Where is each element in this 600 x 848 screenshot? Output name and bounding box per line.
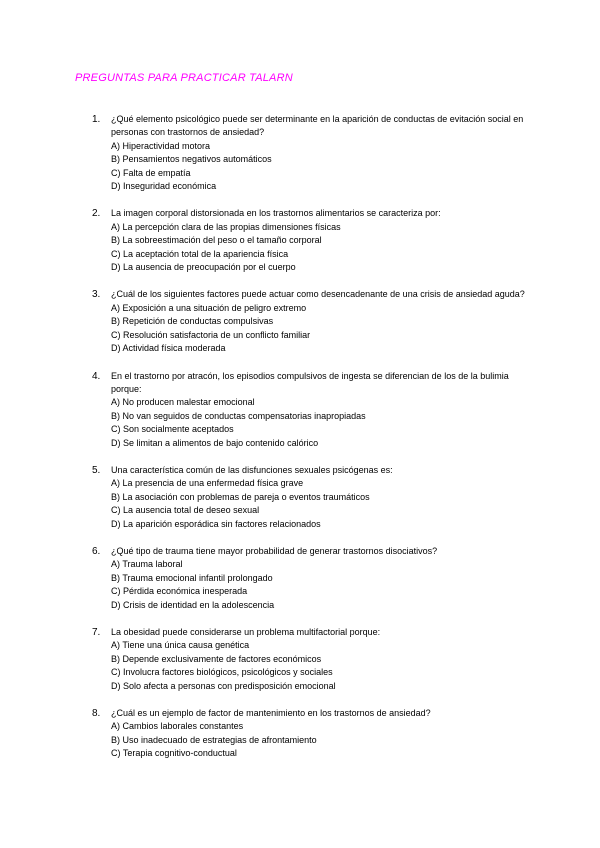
question-text: ¿Cuál es un ejemplo de factor de mantenimiento en los trastornos de ansiedad? [111,708,431,719]
question-list [92,113,532,775]
answer-option [111,491,532,504]
answer-option [111,720,532,733]
option-text: Depende exclusivamente de factores económicos [122,653,322,664]
option-letter: B) [111,734,120,745]
option-letter: A) [111,640,120,651]
option-letter: D) [111,680,121,691]
question-number: 6. [92,545,101,557]
answer-option [111,261,532,274]
option-text: Pérdida económica inesperada [123,586,248,597]
question-item [92,464,532,531]
option-letter: B) [111,316,120,327]
option-text: Crisis de identidad en la adolescencia [123,599,275,610]
option-letter: C) [111,667,121,678]
document-title: PREGUNTAS PARA PRACTICAR TALARN [75,72,293,84]
question-text: La obesidad puede considerarse un problema multifactorial porque: [111,627,381,637]
question-number: 4. [92,370,101,382]
answer-option [111,734,532,747]
answer-option [111,248,532,261]
option-text: Trauma emocional infantil prolongado [122,572,273,583]
option-letter: D) [111,181,121,192]
question-number: 5. [92,464,101,476]
question-text: En el trastorno por atracón, los episodios compulsivos de ingesta se diferencian de los de la bulimia porque: [111,370,509,394]
option-text: Uso inadecuado de estrategias de afrontamiento [122,734,317,745]
answer-option [111,680,532,693]
answer-option [111,329,532,342]
question-number: 2. [92,208,101,220]
option-letter: A) [111,397,120,408]
question-text: ¿Qué elemento psicológico puede ser determinante en la aparición de conductas de evitación social en personas con trastornos de ansiedad? [111,114,524,138]
answer-option [111,423,532,436]
option-text: Resolución satisfactoria de un conflicto familiar [123,329,311,340]
option-letter: C) [111,505,121,516]
option-list [111,396,532,450]
option-text: La sobreestimación del peso o el tamaño corporal [122,235,322,246]
answer-option [111,558,532,571]
option-list [111,477,532,531]
option-letter: A) [111,302,120,313]
option-text: Terapia cognitivo-conductual [122,748,237,759]
answer-option [111,342,532,355]
option-text: La percepción clara de las propias dimensiones físicas [122,221,341,232]
option-list [111,720,532,760]
answer-option [111,477,532,490]
option-text: Son socialmente aceptados [123,424,234,435]
option-text: La aceptación total de la apariencia física [123,248,289,259]
option-text: No van seguidos de conductas compensatorias inapropiadas [122,410,366,421]
option-letter: B) [111,154,120,165]
option-text: Involucra factores biológicos, psicológicos y sociales [123,667,333,678]
option-letter: B) [111,410,120,421]
option-text: Inseguridad económica [123,181,217,192]
question-item [92,707,532,761]
option-list [111,140,532,194]
answer-option [111,518,532,531]
option-text: La ausencia de preocupación por el cuerpo [123,262,296,273]
answer-option [111,396,532,409]
question-text: La imagen corporal distorsionada en los trastornos alimentarios se caracteriza por: [111,208,441,219]
answer-option [111,167,532,180]
option-letter: B) [111,572,120,583]
question-item [92,370,532,450]
answer-option [111,410,532,423]
option-text: Se limitan a alimentos de bajo contenido calórico [123,437,319,448]
option-letter: C) [111,424,121,435]
question-text: ¿Cuál de los siguientes factores puede actuar como desencadenante de una crisis de ansiedad aguda? [111,289,525,300]
option-text: Repetición de conductas compulsivas [122,316,274,327]
answer-option [111,585,532,598]
option-letter: D) [111,437,121,448]
answer-option [111,747,532,760]
option-list [111,221,532,275]
option-letter: C) [111,248,121,259]
option-letter: C) [111,586,121,597]
answer-option [111,234,532,247]
answer-option [111,221,532,234]
question-text: ¿Qué tipo de trauma tiene mayor probabilidad de generar trastornos disociativos? [111,545,438,556]
option-text: Pensamientos negativos automáticos [122,154,272,165]
answer-option [111,653,532,666]
option-text: La ausencia total de deseo sexual [123,505,260,516]
option-letter: C) [111,167,121,178]
option-letter: B) [111,653,120,664]
option-letter: D) [111,518,121,529]
option-text: Cambios laborales constantes [122,721,244,732]
option-text: La aparición esporádica sin factores relacionados [123,518,321,529]
option-text: La asociación con problemas de pareja o eventos traumáticos [122,491,370,502]
option-letter: A) [111,478,120,489]
question-item [92,113,532,193]
option-list [111,558,532,612]
option-letter: D) [111,262,121,273]
answer-option [111,639,532,652]
question-item [92,545,532,612]
question-number: 1. [92,114,101,125]
answer-option [111,180,532,193]
option-letter: A) [111,221,120,232]
question-number: 3. [92,289,101,301]
option-list [111,639,532,693]
question-text: Una característica común de las disfunciones sexuales psicógenas es: [111,464,393,475]
option-letter: B) [111,491,120,502]
answer-option [111,140,532,153]
option-text: Actividad física moderada [122,343,226,354]
option-text: Exposición a una situación de peligro extremo [122,302,307,313]
question-number: 8. [92,708,101,720]
answer-option [111,572,532,585]
option-list [111,302,532,356]
option-text: Solo afecta a personas con predisposición emocional [123,680,336,691]
answer-option [111,302,532,315]
question-number: 7. [92,627,101,638]
option-text: No producen malestar emocional [122,397,255,408]
option-letter: B) [111,235,120,246]
answer-option [111,504,532,517]
question-item [92,288,532,355]
option-letter: D) [111,343,121,354]
option-letter: A) [111,559,120,570]
answer-option [111,437,532,450]
option-letter: C) [111,748,121,759]
option-text: Trauma laboral [122,559,183,570]
option-letter: A) [111,721,120,732]
option-letter: D) [111,599,121,610]
option-text: Falta de empatía [123,167,191,178]
option-text: Tiene una única causa genética [122,640,250,651]
option-text: Hiperactividad motora [122,140,211,151]
answer-option [111,153,532,166]
answer-option [111,599,532,612]
option-text: La presencia de una enfermedad física grave [122,478,304,489]
option-letter: A) [111,140,120,151]
option-letter: C) [111,329,121,340]
question-item [92,626,532,693]
answer-option [111,666,532,679]
question-item [92,207,532,274]
answer-option [111,315,532,328]
